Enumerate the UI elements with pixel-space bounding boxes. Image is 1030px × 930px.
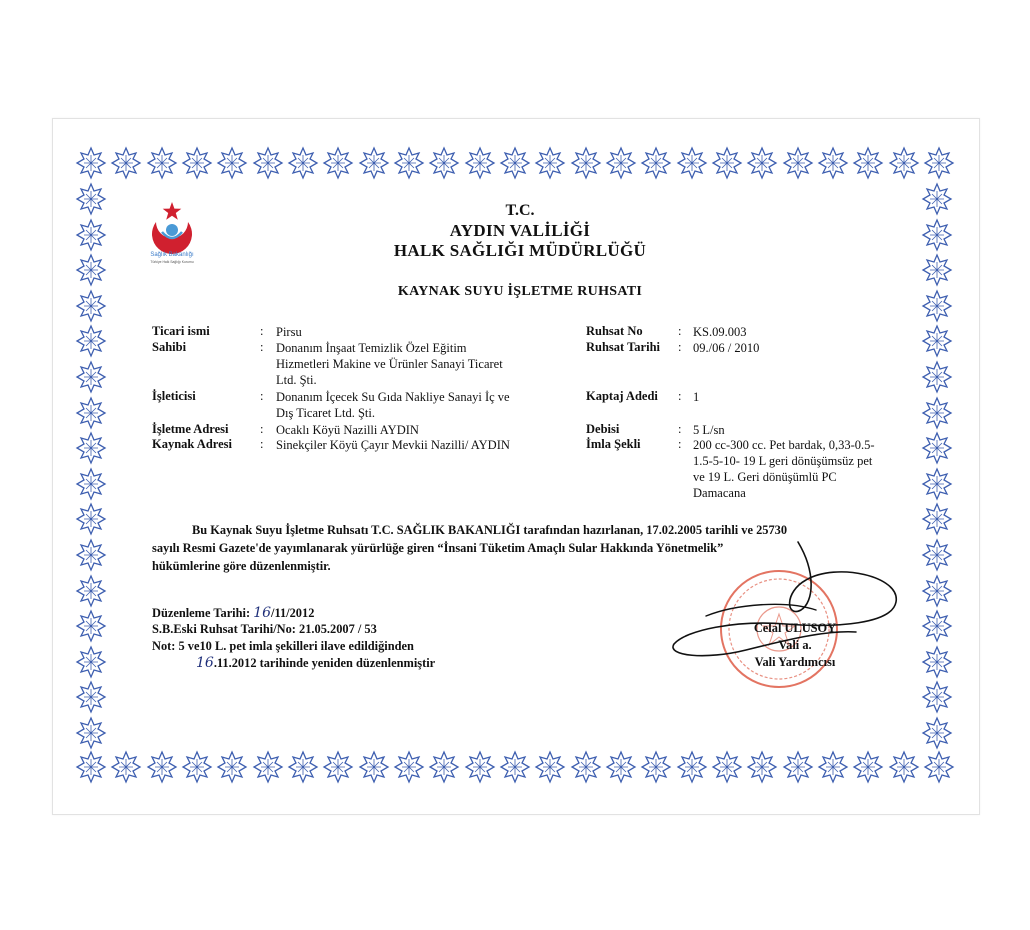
leaf-ornament-icon bbox=[74, 609, 108, 643]
header-tc: T.C. bbox=[505, 202, 535, 219]
operator-line-2: Dış Ticaret Ltd. Şti. bbox=[276, 406, 375, 420]
note-handwritten-day: 16 bbox=[196, 655, 214, 671]
header-directorate: HALK SAĞLIĞI MÜDÜRLÜĞÜ bbox=[393, 241, 647, 260]
document-title: KAYNAK SUYU İŞLETME RUHSATI bbox=[397, 284, 643, 299]
border-top bbox=[74, 146, 956, 182]
field-label-owner: Sahibi bbox=[152, 340, 187, 354]
owner-line-2: Hizmetleri Makine ve Ürünler Sanayi Ticaret bbox=[276, 357, 503, 371]
handwritten-signature bbox=[666, 532, 926, 672]
ministry-logo bbox=[142, 200, 202, 270]
old-permit-info: S.B.Eski Ruhsat Tarihi/No: 21.05.2007 / 53 bbox=[152, 622, 377, 636]
leaf-ornament-icon bbox=[321, 146, 355, 180]
field-label-permit-date: Ruhsat Tarihi bbox=[586, 340, 660, 354]
leaf-ornament-icon bbox=[569, 146, 603, 180]
leaf-ornament-icon bbox=[463, 146, 497, 180]
signatory-role-2: Vali Yardımcısı bbox=[754, 655, 836, 669]
border-bottom bbox=[74, 750, 956, 786]
leaf-ornament-icon bbox=[392, 146, 426, 180]
leaf-ornament-icon bbox=[74, 645, 108, 679]
leaf-ornament-icon bbox=[74, 360, 108, 394]
leaf-ornament-icon bbox=[463, 750, 497, 784]
field-label-business-address: İşletme Adresi bbox=[152, 422, 229, 436]
leaf-ornament-icon bbox=[745, 750, 779, 784]
issue-date-rest: /11/2012 bbox=[271, 606, 315, 620]
leaf-ornament-icon bbox=[920, 324, 954, 358]
leaf-ornament-icon bbox=[286, 750, 320, 784]
leaf-ornament-icon bbox=[887, 146, 921, 180]
leaf-ornament-icon bbox=[816, 146, 850, 180]
leaf-ornament-icon bbox=[74, 574, 108, 608]
field-separator: : bbox=[260, 324, 264, 338]
field-value-flow-rate: 5 L/sn bbox=[693, 423, 725, 437]
field-label-operator: İşleticisi bbox=[152, 389, 196, 403]
leaf-ornament-icon bbox=[710, 750, 744, 784]
leaf-ornament-icon bbox=[920, 716, 954, 750]
field-value-permit-date: 09./06 / 2010 bbox=[693, 341, 760, 355]
border-left bbox=[74, 182, 110, 750]
leaf-ornament-icon bbox=[215, 750, 249, 784]
leaf-ornament-icon bbox=[920, 680, 954, 714]
leaf-ornament-icon bbox=[533, 750, 567, 784]
leaf-ornament-icon bbox=[920, 396, 954, 430]
leaf-ornament-icon bbox=[74, 396, 108, 430]
leaf-ornament-icon bbox=[639, 146, 673, 180]
field-separator: : bbox=[678, 437, 682, 451]
leaf-ornament-icon bbox=[74, 538, 108, 572]
leaf-ornament-icon bbox=[145, 750, 179, 784]
leaf-ornament-icon bbox=[920, 253, 954, 287]
leaf-ornament-icon bbox=[357, 750, 391, 784]
signatory-role-1: Vali a. bbox=[778, 638, 812, 652]
filling-line-1: 200 cc-300 cc. Pet bardak, 0,33-0.5- bbox=[693, 438, 875, 452]
owner-line-1: Donanım İnşaat Temizlik Özel Eğitim bbox=[276, 341, 467, 355]
leaf-ornament-icon bbox=[920, 467, 954, 501]
leaf-ornament-icon bbox=[74, 218, 108, 252]
field-separator: : bbox=[260, 389, 264, 403]
leaf-ornament-icon bbox=[74, 750, 108, 784]
filling-line-4: Damacana bbox=[693, 486, 746, 500]
issue-date-label: Düzenleme Tarihi: bbox=[152, 606, 254, 620]
leaf-ornament-icon bbox=[74, 502, 108, 536]
leaf-ornament-icon bbox=[74, 253, 108, 287]
leaf-ornament-icon bbox=[604, 146, 638, 180]
leaf-ornament-icon bbox=[74, 680, 108, 714]
field-value-business-address: Ocaklı Köyü Nazilli AYDIN bbox=[276, 423, 419, 437]
leaf-ornament-icon bbox=[675, 750, 709, 784]
signatory-name: Celal ULUSOY bbox=[753, 621, 837, 635]
field-separator: : bbox=[678, 389, 682, 403]
leaf-ornament-icon bbox=[215, 146, 249, 180]
leaf-ornament-icon bbox=[920, 431, 954, 465]
field-separator: : bbox=[260, 422, 264, 436]
leaf-ornament-icon bbox=[180, 750, 214, 784]
filling-line-2: 1.5-5-10- 19 L geri dönüşümsüz pet bbox=[693, 454, 873, 468]
leaf-ornament-icon bbox=[781, 146, 815, 180]
leaf-ornament-icon bbox=[145, 146, 179, 180]
leaf-ornament-icon bbox=[851, 750, 885, 784]
field-label-permit-no: Ruhsat No bbox=[586, 324, 643, 338]
leaf-ornament-icon bbox=[74, 146, 108, 180]
operator-line-1: Donanım İçecek Su Gıda Nakliye Sanayi İç ve bbox=[276, 390, 510, 404]
leaf-ornament-icon bbox=[109, 146, 143, 180]
note-line-2-rest: .11.2012 tarihinde yeniden düzenlenmiştir bbox=[213, 656, 436, 670]
field-label-trade-name: Ticari ismi bbox=[152, 324, 210, 338]
field-value-owner bbox=[276, 340, 540, 388]
leaf-ornament-icon bbox=[816, 750, 850, 784]
paragraph-line-3: hükümlerine göre düzenlenmiştir. bbox=[152, 559, 331, 573]
issue-date-handwritten-day: 16 bbox=[253, 605, 272, 621]
leaf-ornament-icon bbox=[321, 750, 355, 784]
field-separator: : bbox=[678, 340, 682, 354]
leaf-ornament-icon bbox=[920, 289, 954, 323]
leaf-ornament-icon bbox=[74, 182, 108, 216]
leaf-ornament-icon bbox=[922, 750, 956, 784]
leaf-ornament-icon bbox=[498, 146, 532, 180]
leaf-ornament-icon bbox=[392, 750, 426, 784]
leaf-ornament-icon bbox=[74, 467, 108, 501]
paragraph-line-2: sayılı Resmi Gazete'de yayımlanarak yürürlüğe giren “İnsani Tüketim Amaçlı Sular Hakkında Yönetmelik” bbox=[152, 541, 724, 555]
leaf-ornament-icon bbox=[920, 360, 954, 394]
field-separator: : bbox=[260, 340, 264, 354]
field-label-capture-count: Kaptaj Adedi bbox=[586, 389, 658, 403]
leaf-ornament-icon bbox=[639, 750, 673, 784]
header-governorship: AYDIN VALİLİĞİ bbox=[449, 221, 591, 240]
leaf-ornament-icon bbox=[675, 146, 709, 180]
note-line-1: Not: 5 ve10 L. pet imla şekilleri ilave edildiğinden bbox=[152, 639, 414, 653]
leaf-ornament-icon bbox=[922, 146, 956, 180]
field-value-operator bbox=[276, 389, 540, 421]
field-value-source-address: Sinekçiler Köyü Çayır Mevkii Nazilli/ AYDIN bbox=[276, 438, 510, 452]
leaf-ornament-icon bbox=[180, 146, 214, 180]
leaf-ornament-icon bbox=[427, 750, 461, 784]
leaf-ornament-icon bbox=[851, 146, 885, 180]
leaf-ornament-icon bbox=[286, 146, 320, 180]
field-label-filling-type: İmla Şekli bbox=[586, 437, 641, 451]
leaf-ornament-icon bbox=[604, 750, 638, 784]
leaf-ornament-icon bbox=[569, 750, 603, 784]
issue-date bbox=[152, 605, 314, 621]
leaf-ornament-icon bbox=[251, 750, 285, 784]
field-separator: : bbox=[678, 422, 682, 436]
note-line-2 bbox=[196, 655, 435, 671]
leaf-ornament-icon bbox=[920, 182, 954, 216]
field-separator: : bbox=[260, 437, 264, 451]
leaf-ornament-icon bbox=[745, 146, 779, 180]
leaf-ornament-icon bbox=[498, 750, 532, 784]
leaf-ornament-icon bbox=[710, 146, 744, 180]
leaf-ornament-icon bbox=[74, 431, 108, 465]
leaf-ornament-icon bbox=[357, 146, 391, 180]
leaf-ornament-icon bbox=[781, 750, 815, 784]
field-value-filling-type bbox=[693, 437, 893, 501]
filling-line-3: ve 19 L. Geri dönüşümlü PC bbox=[693, 470, 837, 484]
field-value-capture-count: 1 bbox=[693, 390, 700, 404]
field-label-flow-rate: Debisi bbox=[586, 422, 620, 436]
logo-brand-text: Sağlık Bakanlığı bbox=[150, 252, 194, 258]
leaf-ornament-icon bbox=[533, 146, 567, 180]
leaf-ornament-icon bbox=[251, 146, 285, 180]
field-value-trade-name: Pirsu bbox=[276, 325, 302, 339]
leaf-ornament-icon bbox=[74, 289, 108, 323]
paragraph-line-1: Bu Kaynak Suyu İşletme Ruhsatı T.C. SAĞLIK BAKANLIĞI tarafından hazırlanan, 17.02.2005 tarihli ve 25730 bbox=[192, 523, 788, 537]
leaf-ornament-icon bbox=[74, 324, 108, 358]
leaf-ornament-icon bbox=[887, 750, 921, 784]
leaf-ornament-icon bbox=[920, 218, 954, 252]
field-separator: : bbox=[678, 324, 682, 338]
leaf-ornament-icon bbox=[109, 750, 143, 784]
field-value-permit-no: KS.09.003 bbox=[693, 325, 747, 339]
logo-sub-text: Türkiye Halk Sağlığı Kurumu bbox=[150, 260, 194, 264]
leaf-ornament-icon bbox=[74, 716, 108, 750]
leaf-ornament-icon bbox=[427, 146, 461, 180]
field-label-source-address: Kaynak Adresi bbox=[152, 437, 232, 451]
owner-line-3: Ltd. Şti. bbox=[276, 373, 317, 387]
